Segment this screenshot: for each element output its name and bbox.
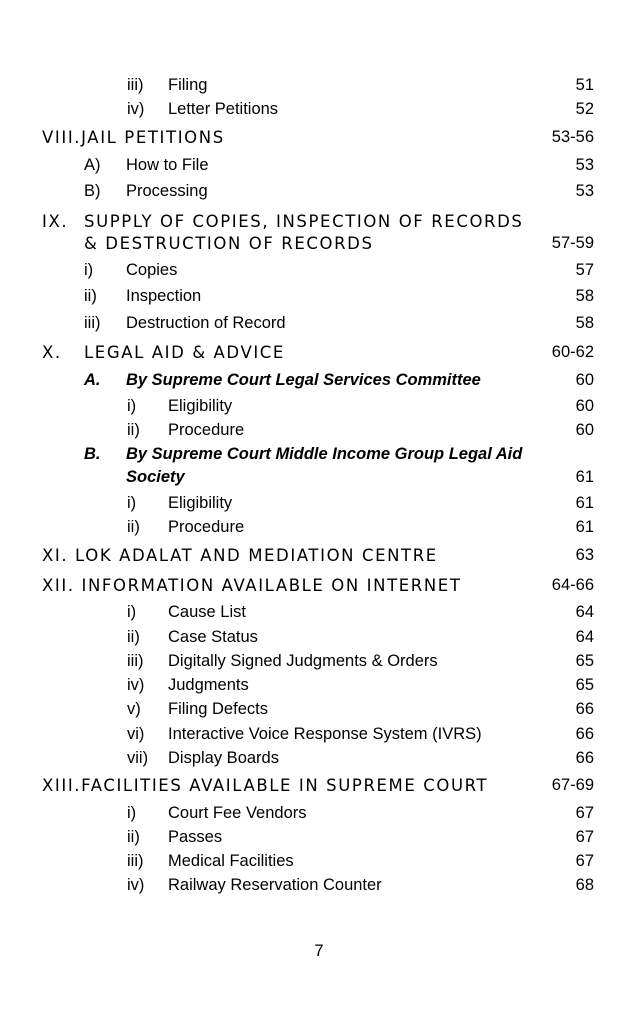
entry-label: Digitally Signed Judgments & Orders (168, 652, 438, 670)
subsection-heading (0, 445, 638, 469)
section-title: LEGAL AID & ADVICE (84, 343, 285, 362)
section-heading-continued (0, 234, 638, 258)
entry-label: Passes (168, 828, 223, 846)
toc-entry (0, 852, 638, 876)
subsection-title: By Supreme Court Legal Services Committee (126, 371, 481, 389)
toc-entry (0, 314, 638, 338)
entry-marker: B) (84, 182, 101, 200)
section-number: X. (42, 343, 62, 362)
section-page-range: 64-66 (551, 576, 594, 594)
section-page-range: 67-69 (551, 776, 594, 794)
toc-entry (0, 518, 638, 542)
toc-entry (0, 397, 638, 421)
toc-entry (0, 494, 638, 518)
entry-marker: iii) (127, 652, 144, 670)
section-heading (0, 343, 638, 367)
entry-label: Eligibility (168, 494, 233, 512)
entry-page: 66 (575, 749, 594, 767)
toc-entry (0, 804, 638, 828)
entry-page: 58 (575, 314, 594, 332)
toc-entry (0, 76, 638, 100)
subsection-page: 60 (575, 371, 594, 389)
entry-marker: iv) (127, 100, 145, 118)
section-title: XI. LOK ADALAT AND MEDIATION CENTRE (42, 546, 438, 565)
entry-page: 64 (575, 628, 594, 646)
section-title: VIII.JAIL PETITIONS (42, 128, 225, 147)
entry-label: Destruction of Record (126, 314, 286, 332)
entry-marker: ii) (84, 287, 97, 305)
section-page-range: 53-56 (551, 128, 594, 146)
toc-entry (0, 287, 638, 311)
entry-page: 66 (575, 700, 594, 718)
entry-label: Filing Defects (168, 700, 268, 718)
section-title: XIII.FACILITIES AVAILABLE IN SUPREME COURT (42, 776, 489, 795)
section-heading (0, 128, 638, 152)
toc-entry (0, 749, 638, 773)
entry-page: 67 (575, 828, 594, 846)
entry-marker: ii) (127, 421, 140, 439)
entry-page: 53 (575, 182, 594, 200)
entry-marker: i) (127, 603, 137, 621)
toc-entry (0, 652, 638, 676)
subsection-marker: A. (84, 371, 101, 389)
entry-label: Copies (126, 261, 178, 279)
section-heading (0, 776, 638, 800)
toc-entry (0, 100, 638, 124)
entry-label: Case Status (168, 628, 258, 646)
entry-marker: i) (127, 494, 137, 512)
entry-page: 60 (575, 397, 594, 415)
section-title: SUPPLY OF COPIES, INSPECTION OF RECORDS (84, 212, 524, 231)
entry-marker: iii) (127, 852, 144, 870)
entry-label: Filing (168, 76, 208, 94)
entry-label: Processing (126, 182, 208, 200)
section-heading (0, 546, 638, 570)
entry-marker: ii) (127, 828, 140, 846)
entry-marker: A) (84, 156, 101, 174)
entry-marker: iv) (127, 676, 145, 694)
entry-label: Eligibility (168, 397, 233, 415)
entry-marker: iv) (127, 876, 145, 894)
entry-label: Medical Facilities (168, 852, 294, 870)
entry-marker: iii) (127, 76, 144, 94)
toc-entry (0, 725, 638, 749)
entry-label: Letter Petitions (168, 100, 279, 118)
entry-marker: vi) (127, 725, 145, 743)
entry-page: 65 (575, 652, 594, 670)
entry-page: 66 (575, 725, 594, 743)
entry-page: 58 (575, 287, 594, 305)
entry-page: 67 (575, 852, 594, 870)
toc-entry (0, 603, 638, 627)
subsection-title: By Supreme Court Middle Income Group Legal Aid (126, 445, 523, 463)
entry-label: Railway Reservation Counter (168, 876, 382, 894)
entry-marker: i) (84, 261, 94, 279)
section-title: XII. INFORMATION AVAILABLE ON INTERNET (42, 576, 462, 595)
section-page-range: 60-62 (551, 343, 594, 361)
toc-entry (0, 876, 638, 900)
entry-marker: iii) (84, 314, 101, 332)
section-page: 63 (575, 546, 594, 564)
toc-entry (0, 421, 638, 445)
entry-marker: i) (127, 804, 137, 822)
entry-label: Interactive Voice Response System (IVRS) (168, 725, 482, 743)
entry-label: Cause List (168, 603, 246, 621)
page-number: 7 (314, 942, 324, 960)
entry-label: Court Fee Vendors (168, 804, 307, 822)
entry-label: Procedure (168, 421, 245, 439)
section-heading (0, 576, 638, 600)
entry-page: 53 (575, 156, 594, 174)
section-number: IX. (42, 212, 69, 231)
entry-page: 60 (575, 421, 594, 439)
subsection-heading (0, 371, 638, 395)
entry-page: 67 (575, 804, 594, 822)
toc-entry (0, 182, 638, 206)
subsection-marker: B. (84, 445, 101, 463)
toc-entry (0, 261, 638, 285)
toc-entry (0, 700, 638, 724)
entry-page: 64 (575, 603, 594, 621)
entry-page: 61 (575, 518, 594, 536)
section-title-line2: & DESTRUCTION OF RECORDS (84, 234, 374, 253)
toc-entry (0, 156, 638, 180)
entry-page: 61 (575, 494, 594, 512)
entry-label: How to File (126, 156, 209, 174)
subsection-heading-continued (0, 468, 638, 492)
entry-page: 52 (575, 100, 594, 118)
subsection-page: 61 (575, 468, 594, 486)
toc-entry (0, 676, 638, 700)
entry-label: Judgments (168, 676, 249, 694)
entry-marker: i) (127, 397, 137, 415)
entry-marker: ii) (127, 628, 140, 646)
entry-page: 51 (575, 76, 594, 94)
entry-label: Inspection (126, 287, 202, 305)
section-page-range: 57-59 (551, 234, 594, 252)
entry-page: 57 (575, 261, 594, 279)
entry-page: 68 (575, 876, 594, 894)
entry-marker: vii) (127, 749, 149, 767)
subsection-title-line2: Society (126, 468, 185, 486)
entry-page: 65 (575, 676, 594, 694)
entry-label: Display Boards (168, 749, 279, 767)
section-heading (0, 212, 638, 236)
toc-entry (0, 828, 638, 852)
toc-entry (0, 628, 638, 652)
entry-marker: ii) (127, 518, 140, 536)
entry-marker: v) (127, 700, 141, 718)
entry-label: Procedure (168, 518, 245, 536)
